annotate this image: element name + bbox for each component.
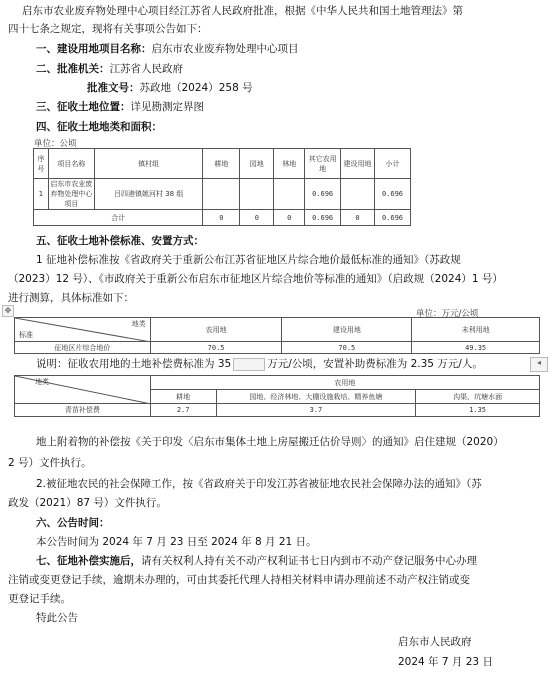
crop-table-corner xyxy=(15,376,151,404)
crop-table-group-header xyxy=(15,376,540,390)
land-total-cell: 0 xyxy=(274,210,305,226)
section-7-line-1 xyxy=(36,553,477,569)
price-cell: 49.35 xyxy=(412,342,540,354)
land-header-cell: 项目名称 xyxy=(48,149,94,179)
price-table-unit: 单位：万元/公顷 xyxy=(416,309,479,319)
signature-org: 启东市人民政府 xyxy=(398,636,472,648)
crop-table xyxy=(14,375,540,417)
land-table xyxy=(33,148,411,226)
section-1-value: 启东市农业废弃物处理中心项目 xyxy=(151,43,299,55)
price-corner-bottom: 标准 xyxy=(19,331,33,339)
crop-header-cell: 园地、经济林地、大棚设施栽培、精养鱼塘 xyxy=(216,390,416,404)
land-header-cell: 耕地 xyxy=(203,149,240,179)
attachment-para-line-2: 2 号）文件执行。 xyxy=(8,457,92,469)
land-total-cell: 0 xyxy=(240,210,274,226)
section-6-label: 六、公告时间： xyxy=(36,517,110,529)
price-cell: 70.5 xyxy=(282,342,412,354)
approval-doc xyxy=(87,80,253,96)
section-7-line-3: 更登记手续。 xyxy=(8,593,71,605)
section-7-line-2: 注销或变更登记手续，逾期未办理的，可由其委托代理人持相关材料申请办理前述不动产权注销或变 xyxy=(8,574,470,586)
section-2 xyxy=(36,61,183,77)
land-total-cell: 0 xyxy=(341,210,375,226)
crop-header-cell: 沟渠、坑塘水面 xyxy=(416,390,540,404)
price-corner-top: 地类 xyxy=(131,320,146,328)
land-cell xyxy=(274,179,305,210)
land-total-cell: 0.696 xyxy=(374,210,410,226)
table-row xyxy=(15,404,540,417)
land-cell: 启东市农业废弃物处理中心项目 xyxy=(50,180,93,208)
section-1-label: 一、建设用地项目名称： xyxy=(36,43,152,55)
section-6-text: 本公告时间为 2024 年 7 月 23 日至 2024 年 8 月 21 日。 xyxy=(36,536,317,548)
crop-cell: 1.35 xyxy=(416,404,540,417)
section-3 xyxy=(36,99,204,115)
section-2-value: 江苏省人民政府 xyxy=(109,63,183,75)
attachment-para-line-1: 地上附着物的补偿按《关于印发〈启东市集体土地上房屋搬迁估价导则〉的通知》启住建规（2020） xyxy=(36,436,504,448)
crop-cell: 2.7 xyxy=(150,404,216,417)
price-header-cell: 未利用地 xyxy=(412,318,540,342)
note-line xyxy=(36,356,483,372)
land-table-unit: 单位：公顷 xyxy=(34,139,77,149)
land-header-cell: 镇村组 xyxy=(94,149,203,179)
section-7-rest: 请有关权利人持有关不动产权利证书七日内到市不动产登记服务中心办理 xyxy=(141,555,477,567)
price-table-header xyxy=(15,318,540,342)
land-total-cell: 0 xyxy=(203,210,240,226)
table-row xyxy=(34,179,411,210)
social-security-para-line-2: 政发（2021）87 号）文件执行。 xyxy=(8,497,167,509)
crop-header-cell: 耕地 xyxy=(150,390,216,404)
land-header-cell: 园地 xyxy=(240,149,274,179)
scroll-arrow-icon[interactable]: ◂ xyxy=(530,357,548,372)
land-cell: 0.696 xyxy=(374,179,410,210)
signature-date: 2024 年 7 月 23 日 xyxy=(398,656,493,668)
price-row-label: 征地区片综合地价 xyxy=(15,342,151,354)
land-table-header xyxy=(34,149,411,179)
land-total-label: 合计 xyxy=(34,210,203,226)
land-header-cell: 序号 xyxy=(34,149,49,179)
crop-cell: 3.7 xyxy=(216,404,416,417)
compensation-para-line-3: 进行测算，具体标准如下： xyxy=(8,292,134,304)
intro-line-2: 四十七条之规定，现将有关事项公告如下： xyxy=(8,23,208,35)
land-table-total xyxy=(34,210,411,226)
section-5-label: 五、征收土地补偿标准、安置方式： xyxy=(36,235,204,247)
table-move-handle-icon[interactable]: ✥ xyxy=(2,305,14,317)
approval-doc-value: 苏政地（2024）258 号 xyxy=(139,82,253,94)
land-header-cell: 其它农用地 xyxy=(305,149,341,179)
table-resize-handle[interactable] xyxy=(233,358,265,371)
note-prefix: 说明：征收农用地的土地补偿费标准为 35 xyxy=(36,358,232,370)
land-total-cell: 0.696 xyxy=(305,210,341,226)
land-header-cell: 林地 xyxy=(274,149,305,179)
land-cell: 1 xyxy=(34,179,49,210)
price-table xyxy=(14,317,540,354)
note-mid: 万元/公顷，安置补助费标准为 2.35 万元/人。 xyxy=(267,358,483,370)
land-cell: 吕四港镇姚河村 38 组 xyxy=(94,179,203,210)
price-header-cell: 农用地 xyxy=(150,318,282,342)
compensation-para-line-1: 1 征地补偿标准按《省政府关于重新公布江苏省征地区片综合地价最低标准的通知》（苏政规 xyxy=(36,254,461,266)
crop-corner-top: 地类 xyxy=(35,378,49,386)
closing-text: 特此公告 xyxy=(36,612,78,624)
land-cell xyxy=(341,179,375,210)
approval-doc-label: 批准文号： xyxy=(87,82,140,94)
land-cell xyxy=(240,179,274,210)
land-header-cell: 小计 xyxy=(374,149,410,179)
land-cell: 0.696 xyxy=(305,179,341,210)
intro-line-1: 启东市农业废弃物处理中心项目经江苏省人民政府批准，根据《中华人民共和国土地管理法》第 xyxy=(22,5,463,17)
section-3-value: 详见勘测定界图 xyxy=(130,101,204,113)
social-security-para-line-1: 2.被征地农民的社会保障工作，按《省政府关于印发江苏省被征地农民社会保障办法的通知》（苏 xyxy=(36,478,482,490)
section-7-label: 七、征地补偿实施后， xyxy=(36,555,141,567)
land-cell xyxy=(203,179,240,210)
section-1 xyxy=(36,41,299,57)
land-header-cell: 建设用地 xyxy=(341,149,375,179)
section-3-label: 三、征收土地位置： xyxy=(36,101,131,113)
section-2-label: 二、批准机关： xyxy=(36,63,110,75)
price-table-corner xyxy=(15,318,151,342)
diagonal-line xyxy=(15,318,150,342)
section-4-label: 四、征收土地地类和面积： xyxy=(36,121,162,133)
crop-row-label: 青苗补偿费 xyxy=(15,404,151,417)
price-cell: 70.5 xyxy=(150,342,282,354)
table-row xyxy=(15,342,540,354)
crop-group-header: 农用地 xyxy=(150,376,539,390)
compensation-para-line-2: （2023）12 号）、《市政府关于重新公布启东市征地区片综合地价等标准的通知》（启政规（2024）1 号） xyxy=(8,273,503,285)
price-header-cell: 建设用地 xyxy=(282,318,412,342)
